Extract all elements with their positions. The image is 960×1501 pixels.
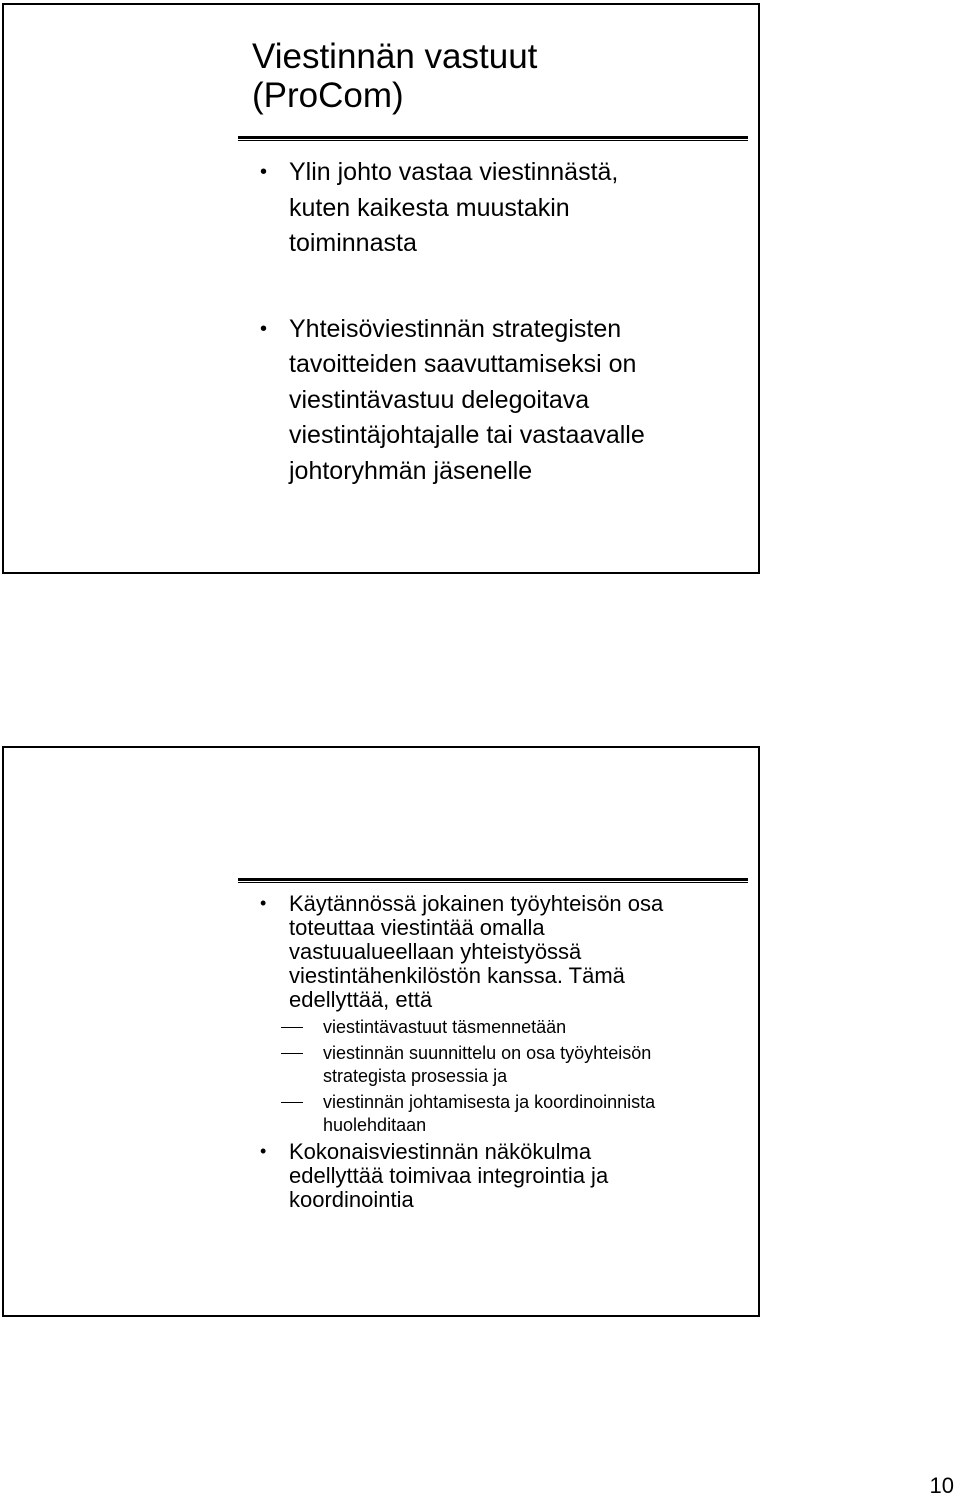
sub-bullet-text-line: huolehditaan [323,1115,427,1135]
title-divider [238,136,748,139]
sub-bullet-item [289,1042,742,1088]
dash-icon [281,1027,303,1028]
page-number: 10 [929,1473,954,1498]
dash-icon [281,1102,303,1103]
slide-2 [2,746,760,1317]
bullet-text-line: kuten kaikesta muustakin [289,193,570,222]
sub-bullet-list [289,1016,742,1137]
bullet-text-line: Käytännössä jokainen työyhteisön osa [289,891,664,916]
sub-bullet-text-line: strategista prosessia ja [323,1066,508,1086]
title-line: (ProCom) [252,76,404,115]
bullet-text-line: viestintähenkilöstön kanssa. Tämä [289,963,625,988]
bullet-icon: • [260,161,268,183]
sub-bullet-text-line: viestintävastuut täsmennetään [323,1017,567,1037]
bullet-text-line: Ylin johto vastaa viestinnästä, [289,158,619,186]
bullet-text-line: viestintävastuu delegoitava [289,385,590,414]
slide-title [252,37,537,115]
bullet-text-line: johtoryhmän jäsenelle [289,456,533,485]
bullet-item [4,892,762,1137]
bullet-icon: • [260,317,268,340]
title-divider [238,878,748,881]
slide-1 [2,3,760,574]
bullet-text-line: Yhteisöviestinnän strategisten [289,314,622,343]
bullet-text-line: edellyttää toimivaa integrointia ja [289,1163,609,1188]
bullet-list [4,155,762,539]
bullet-text-line: koordinointia [289,1187,414,1212]
title-line: Viestinnän vastuut [252,37,538,76]
dash-icon [281,1053,303,1054]
bullet-item [4,312,762,490]
bullet-text-line: toiminnasta [289,229,417,257]
bullet-item [4,1140,762,1212]
sub-bullet-text-line: viestinnän johtamisesta ja koordinoinnista [323,1092,656,1112]
bullet-text-line: viestintäjohtajalle tai vastaavalle [289,421,645,449]
bullet-item [4,155,762,262]
sub-bullet-text-line: viestinnän suunnittelu on osa työyhteisön [323,1043,652,1063]
bullet-text-line: Kokonaisviestinnän näkökulma [289,1139,592,1164]
bullet-text-line: edellyttää, että [289,987,433,1012]
bullet-text-line: vastuualueellaan yhteistyössä [289,939,582,964]
sub-bullet-item [289,1091,742,1137]
bullet-text-line: toteuttaa viestintää omalla [289,915,545,940]
bullet-text-line: tavoitteiden saavuttamiseksi on [289,350,637,378]
sub-bullet-item [289,1016,742,1039]
bullet-list [4,892,762,1212]
bullet-icon: • [260,1141,267,1161]
bullet-icon: • [260,893,267,913]
